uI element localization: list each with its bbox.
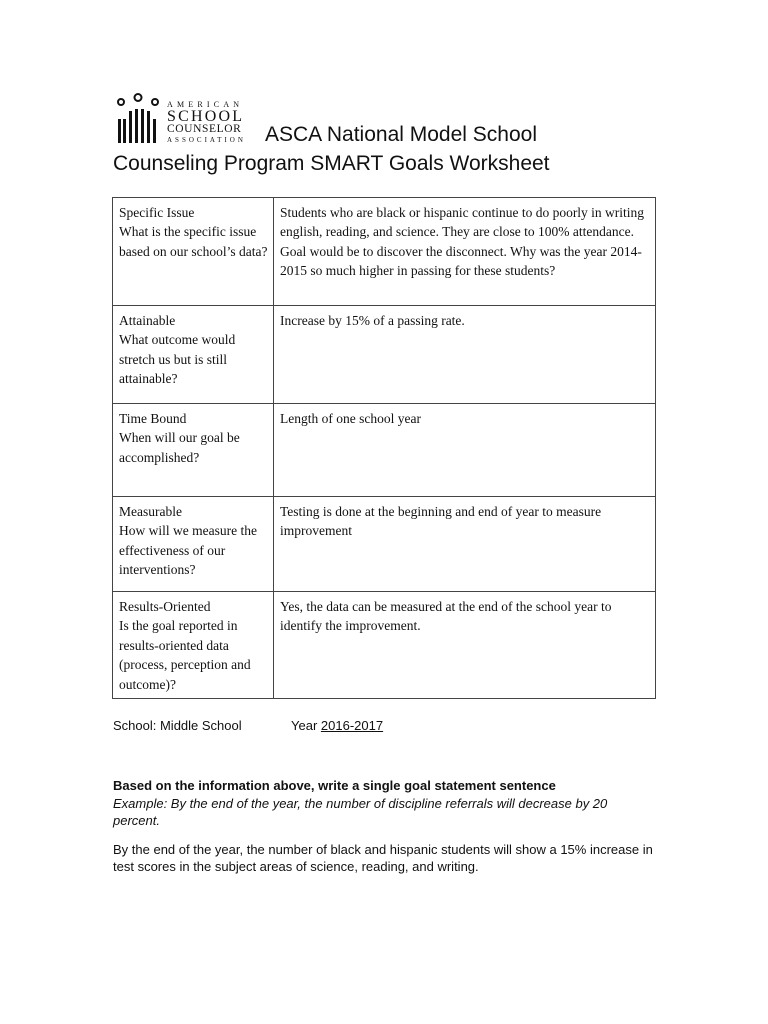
criterion-label: Time Bound xyxy=(119,411,187,426)
table-row xyxy=(113,404,656,497)
goal-statement-prompt: Based on the information above, write a single goal statement sentence xyxy=(113,778,556,793)
asca-logo-mark-icon xyxy=(113,93,163,145)
logo-line-american: AMERICAN xyxy=(167,100,244,109)
table-row xyxy=(113,306,656,404)
table-row xyxy=(113,497,656,592)
criterion-label: Specific Issue xyxy=(119,205,195,220)
logo-line-association: ASSOCIATION xyxy=(167,136,246,144)
goal-statement-answer: By the end of the year, the number of black and hispanic students will show a 15% increase in test scores in the subject areas of science, reading, and writing. xyxy=(113,842,653,874)
question-cell xyxy=(113,592,274,699)
question-cell xyxy=(113,497,274,592)
question-cell xyxy=(113,306,274,404)
year-field xyxy=(291,718,383,733)
answer-cell: Length of one school year xyxy=(274,404,656,497)
table-row xyxy=(113,592,656,699)
page-title-line1: ASCA National Model School xyxy=(265,123,537,146)
question-cell xyxy=(113,198,274,306)
school-field: School: Middle School xyxy=(113,718,242,733)
year-label: Year xyxy=(291,718,318,733)
criterion-question: When will our goal be accomplished? xyxy=(119,430,240,465)
criterion-question: What outcome would stretch us but is still attainable? xyxy=(119,332,236,387)
criterion-label: Measurable xyxy=(119,504,182,519)
criterion-label: Results-Oriented xyxy=(119,599,211,614)
year-value: 2016-2017 xyxy=(320,718,384,733)
answer-cell: Increase by 15% of a passing rate. xyxy=(274,306,656,404)
criterion-question: What is the specific issue based on our school’s data? xyxy=(119,224,268,259)
logo-line-school: SCHOOL xyxy=(167,108,245,125)
asca-logo xyxy=(113,93,253,145)
answer-cell: Students who are black or hispanic continue to do poorly in writing english, reading, and science. They are close to 100% attendance. Goal would be to discover the disconnect. Why was the year 2014-2015 so much higher in passing for these students? xyxy=(274,198,656,306)
question-cell xyxy=(113,404,274,497)
logo-line-counselor: COUNSELOR xyxy=(167,123,242,135)
table-row xyxy=(113,198,656,306)
answer-cell: Yes, the data can be measured at the end of the school year to identify the improvement. xyxy=(274,592,656,699)
goal-statement-example: Example: By the end of the year, the number of discipline referrals will decrease by 20 percent. xyxy=(113,796,608,828)
criterion-question: How will we measure the effectiveness of our interventions? xyxy=(119,523,257,578)
criterion-label: Attainable xyxy=(119,313,176,328)
smart-goals-table xyxy=(112,197,656,699)
criterion-question: Is the goal reported in results-oriented data (process, perception and outcome)? xyxy=(119,618,251,692)
page-title-line2: Counseling Program SMART Goals Worksheet xyxy=(113,152,550,175)
answer-cell: Testing is done at the beginning and end of year to measure improvement xyxy=(274,497,656,592)
